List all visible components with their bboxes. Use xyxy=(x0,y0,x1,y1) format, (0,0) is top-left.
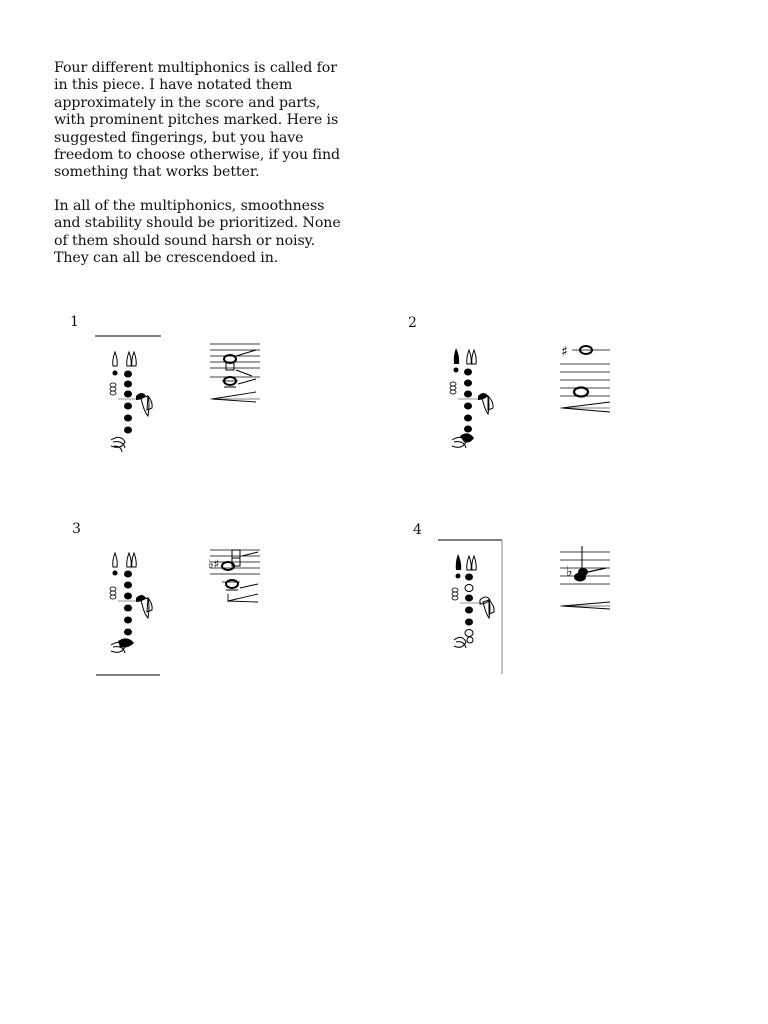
multiphonic-3-fingering-diagram xyxy=(90,545,170,680)
multiphonic-1-notation xyxy=(206,340,262,406)
multiphonic-2-sharp-sign: ♯ xyxy=(561,344,568,360)
intro-paragraph-1: Four different multiphonics is called for in this piece. I have notated them approximately in the score and parts, with prominent pitches marked. Here is suggested fingerings, but you have freedom to choose otherwise, if you find something that works better. xyxy=(54,60,340,181)
multiphonic-2-notation xyxy=(556,340,614,418)
multiphonic-2-number: 2 xyxy=(408,315,417,331)
multiphonic-1-fingering-diagram xyxy=(90,330,170,460)
multiphonic-4-number: 4 xyxy=(413,522,422,538)
multiphonic-3-accidentals: ♭♯ xyxy=(208,557,220,571)
multiphonic-3-notation xyxy=(206,542,264,608)
multiphonic-1-number: 1 xyxy=(70,314,79,330)
multiphonic-4-flat-sign: ♭ xyxy=(566,564,573,580)
intro-paragraph-2: In all of the multiphonics, smoothness and stability should be prioritized. None of them should sound harsh or noisy. They can all be crescendoed in. xyxy=(54,198,341,267)
multiphonic-4-fingering-diagram xyxy=(436,536,506,676)
multiphonic-3-number: 3 xyxy=(72,521,81,537)
multiphonic-4-notation xyxy=(556,540,616,618)
multiphonic-2-fingering-diagram xyxy=(438,340,518,460)
